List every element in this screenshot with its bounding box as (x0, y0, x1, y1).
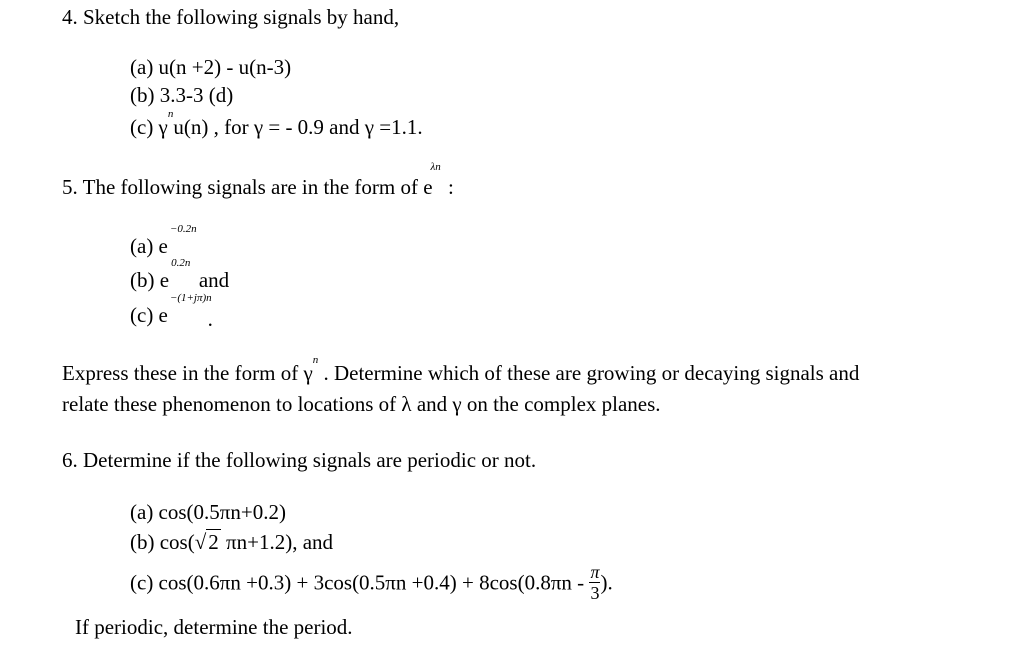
fraction-denominator: 3 (590, 583, 600, 603)
q5-item-b-exp: 0.2n (171, 257, 191, 269)
q5-express-rest: . Determine which of these are growing or decaying signals and (318, 361, 860, 385)
q5-item-a-label: (a) e (130, 234, 168, 258)
q6-item-a: (a) cos(0.5πn+0.2) (130, 500, 286, 524)
q4-item-a: (a) u(n +2) - u(n-3) (130, 55, 292, 79)
q5-item-c-exp: −(1+jπ)n (169, 292, 212, 304)
q6-item-b (130, 532, 333, 553)
q5-item-b-label: (b) e (130, 268, 170, 292)
q6-item-b-prefix: (b) cos( (130, 530, 195, 554)
q5-item-c-suffix: . (207, 307, 213, 331)
q5-heading-sup: λn (430, 161, 441, 173)
q6-closing: If periodic, determine the period. (75, 615, 353, 639)
sqrt-symbol: √2 (194, 530, 219, 554)
q5-heading-text: 5. The following signals are in the form of e (62, 175, 433, 199)
q6-item-c (130, 562, 613, 604)
q5-item-b-suffix: and (198, 268, 230, 292)
q4-item-c-prefix: (c) γ (130, 115, 168, 139)
q5-item-a-exp: −0.2n (169, 223, 197, 235)
q6-item-c-suffix: ). (600, 570, 613, 595)
q5-item-c-label: (c) e (130, 303, 168, 327)
q5-item-a (130, 223, 197, 258)
q5-express-text: Express these in the form of γ (62, 361, 313, 385)
q4-item-c-rest: u(n) , for γ = - 0.9 and γ =1.1. (173, 115, 423, 139)
sqrt-radicand: 2 (208, 530, 219, 554)
q6-item-b-suffix: πn+1.2), and (220, 530, 334, 554)
q5-express-line2: relate these phenomenon to locations of λ and γ on the complex planes. (62, 392, 661, 416)
q4-heading: 4. Sketch the following signals by hand, (62, 5, 400, 29)
q4-item-b: (b) 3.3-3 (d) (130, 83, 234, 107)
q6-item-c-text: (c) cos(0.6πn +0.3) + 3cos(0.5πn +0.4) + 8cos(0.8πn - (130, 570, 590, 595)
pi-over-three-fraction (589, 563, 600, 602)
q5-heading-suffix: : (442, 175, 454, 199)
q5-express-line1 (62, 354, 860, 385)
fraction-numerator: π (590, 562, 600, 582)
q5-express-sup: n (312, 354, 319, 366)
q4-item-c (130, 108, 423, 139)
q5-item-b (130, 257, 230, 292)
q4-item-c-sup: n (167, 108, 174, 120)
q6-heading: 6. Determine if the following signals are periodic or not. (62, 448, 537, 472)
